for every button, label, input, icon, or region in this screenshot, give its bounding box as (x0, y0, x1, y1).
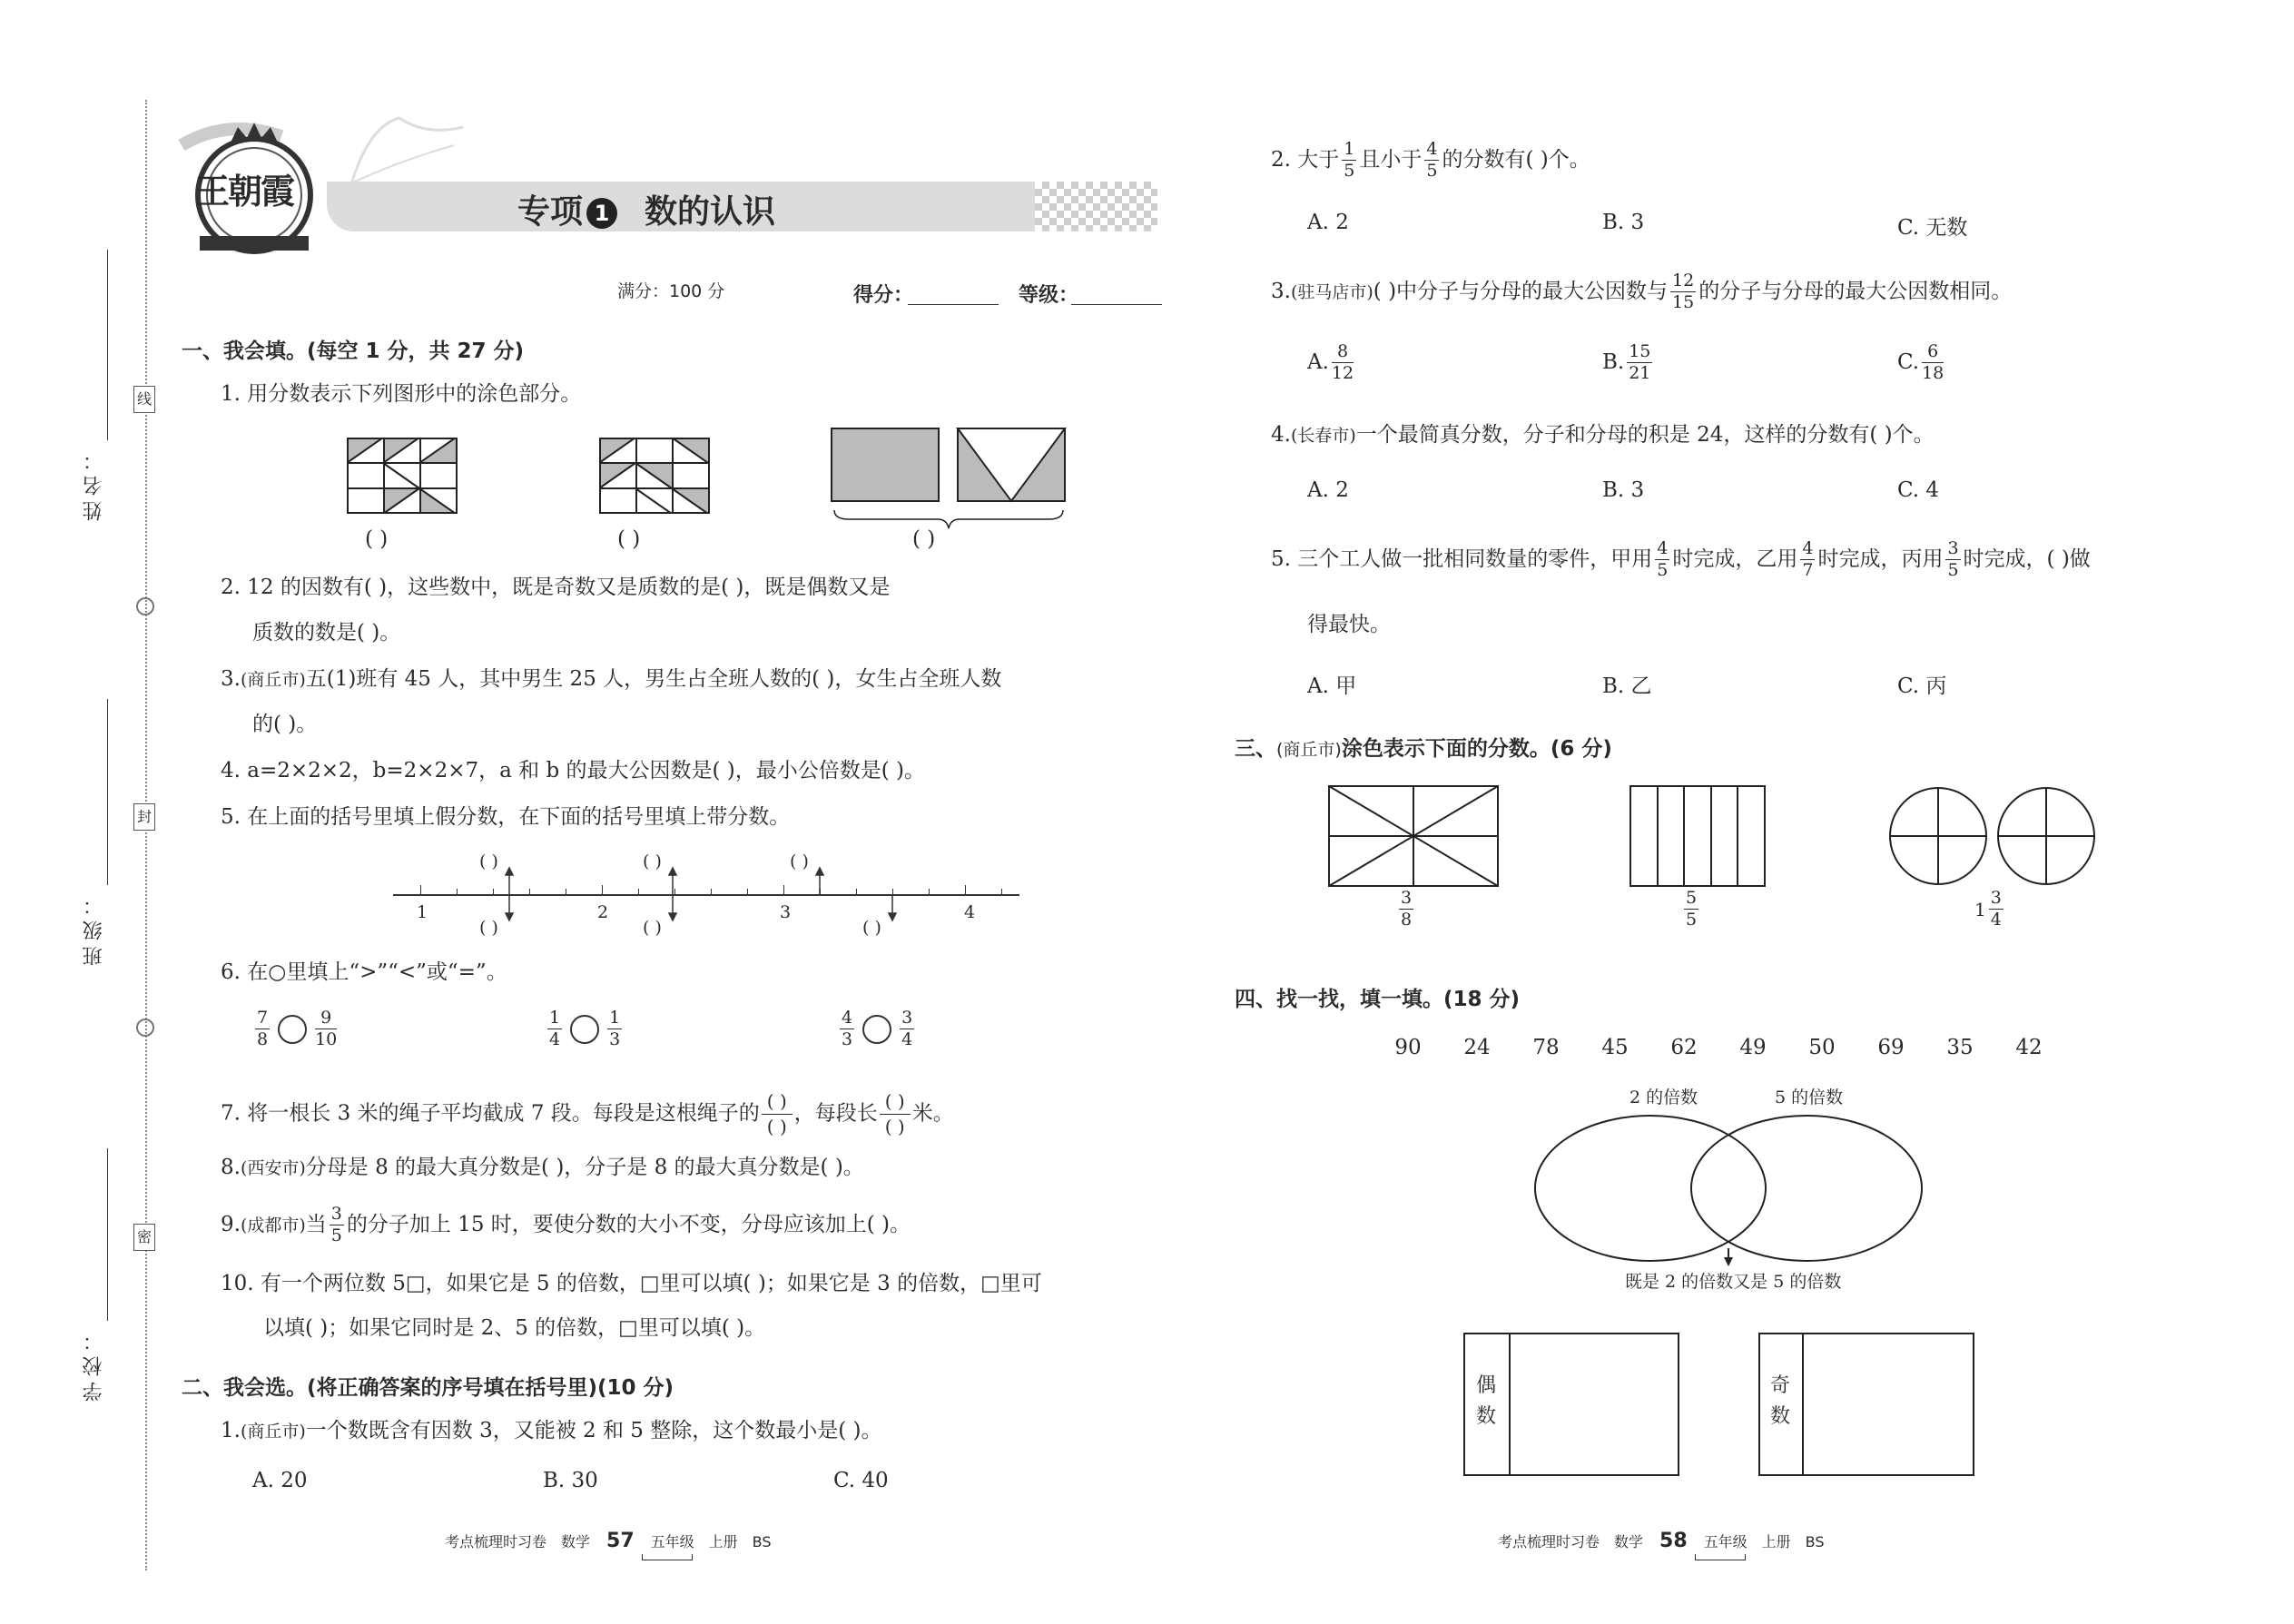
s2-q5-num1: 4 (1657, 538, 1669, 558)
odd-number-box[interactable] (1758, 1333, 1974, 1476)
logo-text: 王朝霞 (195, 171, 294, 212)
s1-q7-text-b: ，每段长 (793, 1101, 878, 1126)
s2-q5-text-d: 时完成，( )做 (1963, 546, 2091, 571)
s2-q2-option-a[interactable]: A. 2 (1307, 211, 1349, 234)
nl-tick-label-4: 4 (964, 902, 976, 922)
nl-bottom-blank-1[interactable]: ( ) (479, 918, 498, 938)
s2-q5-text-b: 时完成，乙用 (1672, 546, 1798, 571)
title-number-badge: 1 (586, 198, 617, 229)
s2-q5-fraction-2 (1800, 540, 1815, 580)
nl-top-blank-1[interactable]: ( ) (479, 851, 498, 871)
odd-label: 奇数 (1770, 1374, 1791, 1428)
s2-q3-option-den: 18 (1922, 362, 1944, 383)
s2-q2-den2: 5 (1426, 160, 1438, 181)
s2-q5-den2: 7 (1802, 559, 1814, 580)
s2-q5-num3: 3 (1947, 538, 1959, 558)
s3-f3-den: 4 (1990, 909, 2002, 930)
s4-number: 78 (1532, 1036, 1560, 1059)
s3-fraction-3 (1974, 890, 2006, 930)
s2-q1-text: 一个数既含有因数 3，又能被 2 和 5 整除，这个数最小是( )。 (305, 1419, 882, 1442)
venn-label-both: 既是 2 的倍数又是 5 的倍数 (1625, 1272, 1842, 1292)
page-number-left-bracket (642, 1554, 693, 1560)
q1-answer-a[interactable]: ( ) (365, 527, 389, 551)
grade-field[interactable] (1071, 304, 1162, 305)
s2-q2-text-a: 2. 大于 (1271, 147, 1340, 172)
s1-q9-text-b: 的分子加上 15 时，要使分数的大小不变，分母应该加上( )。 (346, 1212, 911, 1236)
s3-f3-num: 3 (1990, 888, 2002, 908)
s4-number: 62 (1670, 1036, 1698, 1059)
section3-title (1235, 732, 1612, 762)
number-line-arrows (393, 862, 1029, 926)
q6-compare-circle[interactable] (278, 1015, 307, 1044)
s2-q5-text-a: 5. 三个工人做一批相同数量的零件，甲用 (1271, 546, 1653, 571)
s3-f2-den: 5 (1686, 909, 1698, 930)
q6-left-den: 4 (549, 1029, 561, 1049)
s4-number: 45 (1601, 1036, 1629, 1059)
q6-right-den: 4 (901, 1029, 913, 1049)
s4-number: 35 (1946, 1036, 1974, 1059)
s4-number: 49 (1739, 1036, 1767, 1059)
q6-right-den: 10 (315, 1029, 338, 1049)
q7-answer-fraction-1[interactable] (762, 1091, 793, 1137)
s1-q3-text: 五(1)班有 45 人，其中男生 25 人，男生占全班人数的( )，女生占全班人数 (305, 667, 1002, 691)
s1-q1: 1. 用分数表示下列图形中的涂色部分。 (221, 382, 582, 406)
s1-q8 (221, 1157, 864, 1178)
s2-q4-city: (长春市) (1290, 426, 1356, 446)
q6-left-fraction (255, 1009, 270, 1049)
s1-q3-number: 3. (221, 667, 241, 691)
s2-q1-option-a[interactable]: A. 20 (252, 1469, 308, 1492)
s2-q3-city: (驻马店市) (1290, 281, 1373, 302)
nl-tick-label-3: 3 (780, 902, 792, 922)
s3-f3-whole: 1 (1974, 898, 1986, 920)
q6-pair (252, 1009, 340, 1049)
s4-number: 42 (2015, 1036, 2043, 1059)
s2-q2-text-b: 且小于 (1359, 147, 1423, 172)
nl-tick-label-1: 1 (417, 902, 428, 922)
s3-title-a: 三、 (1235, 737, 1276, 761)
score-field[interactable] (908, 304, 999, 305)
nl-bottom-blank-3[interactable]: ( ) (862, 918, 881, 938)
q6-compare-circle[interactable] (570, 1015, 599, 1044)
s2-q5-den3: 5 (1947, 559, 1959, 580)
q6-right-den: 3 (609, 1029, 621, 1049)
s1-q3-city: (商丘市) (240, 670, 306, 690)
q6-left-den: 8 (257, 1029, 269, 1049)
q7-frac1-num[interactable]: ( ) (762, 1091, 793, 1115)
q6-left-num: 4 (842, 1008, 853, 1028)
s2-q3-num: 12 (1672, 271, 1695, 290)
s2-q3-option-num: 8 (1332, 343, 1354, 363)
q1-figure-b (599, 438, 710, 514)
binding-dotted-line (145, 100, 147, 1570)
s2-q4 (1271, 425, 1935, 446)
section2-title: 二、我会选。(将正确答案的序号填在括号里)(10 分) (182, 1376, 674, 1400)
s2-q1-option-c[interactable]: C. 40 (833, 1469, 889, 1492)
s2-q2-option-c[interactable]: C. 无数 (1897, 216, 1968, 240)
s2-q3-option[interactable] (1602, 343, 1655, 383)
s2-q3-option[interactable] (1897, 343, 1946, 383)
s2-q5-num2: 4 (1802, 538, 1814, 558)
s2-q4-option-c[interactable]: C. 4 (1897, 478, 1940, 502)
q6-left-den: 3 (842, 1029, 853, 1049)
s2-q5-option-a[interactable]: A. 甲 (1307, 674, 1357, 698)
s1-q10-line1: 10. 有一个两位数 5□，如果它是 5 的倍数，□里可以填( )；如果它是 3 的倍数，□里可 (221, 1272, 1042, 1295)
q6-left-num: 1 (549, 1008, 561, 1028)
s1-q6: 6. 在○里填上“>”“<”或“=”。 (221, 960, 507, 984)
q1-figure-a (347, 438, 458, 514)
nl-tick-label-2: 2 (597, 902, 609, 922)
q6-right-num: 1 (609, 1008, 621, 1028)
q9-den: 5 (330, 1225, 342, 1245)
school-label: 学校： (83, 1325, 105, 1402)
even-label: 偶数 (1476, 1374, 1497, 1428)
s2-q3-number: 3. (1271, 279, 1291, 303)
q6-pair (545, 1009, 625, 1049)
s4-number-list (1373, 1038, 2063, 1058)
footer-right-tail: 五年级 上册 BS (1703, 1533, 1825, 1550)
s2-q2-num1: 1 (1344, 139, 1355, 159)
q9-num: 3 (330, 1204, 342, 1224)
s2-q3-fraction (1670, 272, 1696, 312)
s1-q9-city: (成都市) (240, 1215, 306, 1235)
s2-q2-num2: 4 (1426, 139, 1438, 159)
s2-q3 (1271, 272, 2012, 312)
footer-right (1498, 1530, 1825, 1552)
binding-mark-secret: 密 (133, 1224, 155, 1251)
s3-rect-fifths[interactable] (1629, 785, 1766, 887)
footer-left (445, 1530, 772, 1552)
s2-q5-option-b[interactable]: B. 乙 (1602, 674, 1652, 698)
q6-compare-circle[interactable] (862, 1015, 891, 1044)
s3-f2-num: 5 (1686, 888, 1698, 908)
s3-title-city: (商丘市) (1276, 740, 1342, 760)
even-box-divider (1509, 1333, 1511, 1474)
grade-label: 等级： (1019, 284, 1079, 307)
s2-q2 (1271, 141, 1590, 181)
s2-q3-option-letter: A. (1307, 349, 1329, 374)
section1-title: 一、我会填。(每空 1 分，共 27 分) (182, 340, 525, 363)
s2-q5-text-c: 时完成，丙用 (1817, 546, 1944, 571)
s3-circles-quarters[interactable] (1888, 785, 2097, 887)
s2-q5-option-c[interactable]: C. 丙 (1897, 674, 1947, 698)
q6-left-fraction (840, 1009, 854, 1049)
s1-q2-line2: 质数的数是( )。 (252, 621, 401, 645)
s1-q2-line1: 2. 12 的因数有( )，这些数中，既是奇数又是质数的是( )，既是偶数又是 (221, 576, 891, 599)
s2-q1-number: 1. (221, 1419, 241, 1442)
s1-q7 (221, 1091, 954, 1137)
nl-bottom-blank-2[interactable]: ( ) (643, 918, 662, 938)
s2-q4-option-a[interactable]: A. 2 (1307, 478, 1349, 502)
s2-q3-text-b: 的分子与分母的最大公因数相同。 (1698, 279, 2013, 303)
footer-right-text: 考点梳理时习卷 数学 (1498, 1533, 1644, 1550)
binding-ring-icon (136, 597, 154, 615)
school-line (107, 1148, 108, 1321)
s2-q3-den: 15 (1672, 291, 1695, 312)
s1-q8-text: 分母是 8 的最大真分数是( )，分子是 8 的最大真分数是( )。 (305, 1156, 864, 1179)
name-label: 姓名： (83, 445, 105, 521)
s2-q3-option-den: 21 (1629, 362, 1651, 383)
s2-q1-city: (商丘市) (240, 1422, 306, 1442)
section4-title: 四、找一找，填一填。(18 分) (1235, 988, 1521, 1011)
s3-rect-eighths[interactable] (1328, 785, 1499, 887)
binding-ring-icon (136, 1019, 154, 1037)
page-number-right-bracket (1695, 1554, 1746, 1560)
q6-left-num: 7 (257, 1008, 269, 1028)
q7-answer-fraction-2[interactable] (880, 1091, 911, 1137)
s1-q4: 4. a=2×2×2，b=2×2×7，a 和 b 的最大公因数是( )，最小公倍数是( )。 (221, 759, 926, 782)
venn-label-2: 2 的倍数 (1629, 1088, 1698, 1107)
s3-f1-den: 8 (1401, 909, 1413, 930)
q7-frac2-den[interactable]: ( ) (884, 1116, 905, 1137)
nl-top-blank-2[interactable]: ( ) (643, 851, 662, 871)
s2-q3-option-num: 15 (1629, 341, 1651, 361)
s3-fraction-1 (1396, 890, 1416, 930)
odd-box-divider (1802, 1333, 1804, 1474)
s1-q10-line2: 以填( )；如果它同时是 2、5 的倍数，□里可以填( )。 (263, 1316, 766, 1340)
s1-q8-city: (西安市) (240, 1158, 306, 1178)
s3-fraction-2 (1681, 890, 1701, 930)
q6-right-fraction (607, 1009, 622, 1049)
q6-right-num: 3 (901, 1008, 913, 1028)
q9-fraction (330, 1206, 344, 1245)
s2-q5-den1: 5 (1657, 559, 1669, 580)
s2-q5-fraction-1 (1655, 540, 1669, 580)
s3-f1-num: 3 (1401, 888, 1413, 908)
s1-q3-line2: 的( )。 (252, 713, 318, 736)
s2-q2-text-c: 的分数有( )个。 (1442, 147, 1590, 172)
q6-left-fraction (547, 1009, 562, 1049)
footer-left-text: 考点梳理时习卷 数学 (445, 1533, 591, 1550)
s2-q3-option[interactable] (1307, 343, 1356, 383)
q1-figure-c (831, 427, 1067, 554)
s2-q3-option-den: 12 (1331, 362, 1354, 383)
s2-q5-line2: 得最快。 (1307, 613, 1391, 636)
q6-right-fraction (315, 1009, 337, 1049)
s2-q1-option-b[interactable]: B. 30 (543, 1469, 598, 1492)
q6-right-fraction (900, 1009, 914, 1049)
binding-mark-seal: 封 (133, 803, 155, 831)
s1-q7-text-a: 7. 将一根长 3 米的绳子平均截成 7 段。每段是这根绳子的 (221, 1101, 760, 1126)
s2-q3-text-a: ( )中分子与分母的最大公因数与 (1373, 279, 1669, 303)
s1-q9-text-a: 当 (305, 1212, 327, 1236)
nl-top-blank-3[interactable]: ( ) (790, 851, 809, 871)
s2-q5-fraction-3 (1945, 540, 1960, 580)
full-score: 满分：100 分 (617, 281, 725, 301)
s3-title-b: 涂色表示下面的分数。(6 分) (1341, 737, 1612, 761)
s1-q9-number: 9. (221, 1212, 241, 1236)
title-main: 数的认识 (645, 193, 776, 231)
title-checker (1035, 182, 1157, 231)
s2-q4-option-b[interactable]: B. 3 (1602, 478, 1645, 502)
s4-number: 69 (1877, 1036, 1905, 1059)
q6-right-num: 9 (315, 1009, 337, 1029)
q6-pair (837, 1009, 917, 1049)
s2-q2-fraction-1 (1342, 141, 1356, 181)
q7-frac2-num[interactable]: ( ) (880, 1091, 911, 1115)
s2-q4-number: 4. (1271, 423, 1291, 447)
s4-number: 24 (1463, 1036, 1491, 1059)
binding-mark-line: 线 (133, 386, 155, 413)
s2-q5-line1 (1271, 540, 2091, 580)
s4-number: 50 (1808, 1036, 1836, 1059)
s1-q9 (221, 1206, 911, 1245)
s1-q8-number: 8. (221, 1156, 241, 1179)
q1-answer-c[interactable]: ( ) (912, 527, 936, 551)
s2-q4-text: 一个最简真分数，分子和分母的积是 24，这样的分数有( )个。 (1355, 423, 1935, 447)
name-line (107, 250, 108, 440)
page-number-left: 57 (606, 1530, 635, 1552)
page-title (517, 186, 775, 232)
q7-frac1-den[interactable]: ( ) (766, 1116, 787, 1137)
s2-q1 (221, 1421, 882, 1442)
s2-q2-den1: 5 (1344, 160, 1355, 181)
s1-q3-line1 (221, 669, 1001, 690)
s2-q3-option-letter: C. (1897, 349, 1920, 374)
title-prefix: 专项 (517, 193, 584, 231)
s4-number: 90 (1394, 1036, 1422, 1059)
s2-q2-option-b[interactable]: B. 3 (1602, 211, 1645, 234)
class-label: 班级： (83, 890, 105, 966)
class-line (107, 699, 108, 885)
venn-diagram[interactable] (1534, 1112, 1934, 1266)
page-number-right: 58 (1659, 1530, 1688, 1552)
s2-q3-option-letter: B. (1602, 349, 1625, 374)
s1-q7-text-c: 米。 (911, 1101, 954, 1126)
s2-q3-option-num: 6 (1922, 343, 1944, 363)
venn-label-5: 5 的倍数 (1775, 1088, 1844, 1107)
score-label: 得分： (853, 284, 914, 307)
q1-answer-b[interactable]: ( ) (617, 527, 641, 551)
footer-left-tail: 五年级 上册 BS (650, 1533, 772, 1550)
s1-q5: 5. 在上面的括号里填上假分数，在下面的括号里填上带分数。 (221, 805, 791, 829)
s2-q2-fraction-2 (1424, 141, 1439, 181)
